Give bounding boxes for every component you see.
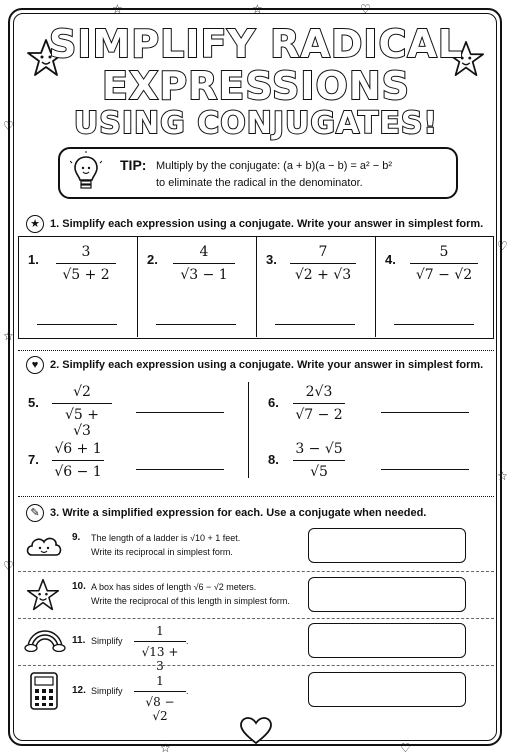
fraction-denominator: √6 − 1 bbox=[54, 464, 102, 480]
border-heart-icon: ♡ bbox=[497, 239, 508, 253]
problem-number: 11. bbox=[72, 635, 86, 646]
problem-number: 5. bbox=[28, 395, 39, 410]
fraction-denominator: √5 + √3 bbox=[64, 407, 99, 439]
answer-box[interactable] bbox=[308, 623, 466, 658]
fraction-numerator: 5 bbox=[439, 244, 449, 260]
tip-text-line2: to eliminate the radical in the denominator. bbox=[156, 177, 363, 189]
fraction-numerator: √2 bbox=[73, 384, 91, 400]
problem-fraction bbox=[52, 441, 104, 480]
section-divider bbox=[18, 350, 494, 351]
border-heart-icon: ♡ bbox=[3, 559, 14, 573]
section-divider bbox=[18, 496, 494, 497]
fraction-denominator: √13 + 3 bbox=[141, 645, 179, 673]
fraction-bar bbox=[173, 263, 235, 264]
problem-prefix: Simplify bbox=[91, 636, 123, 646]
border-star-icon: ☆ bbox=[3, 329, 14, 343]
fraction-denominator: √5 bbox=[310, 464, 328, 480]
fraction-denominator: √3 − 1 bbox=[180, 267, 228, 283]
fraction-numerator: 3 − √5 bbox=[295, 441, 343, 457]
border-star-icon: ☆ bbox=[112, 2, 123, 16]
row-separator bbox=[18, 571, 494, 572]
star-face-icon bbox=[26, 578, 60, 612]
page-title-line3: USING CONJUGATES! bbox=[73, 106, 439, 141]
problem-text-line1: A box has sides of length √6 − √2 meters. bbox=[91, 582, 257, 592]
fraction-numerator: 1 bbox=[156, 674, 164, 688]
answer-box[interactable] bbox=[308, 577, 466, 612]
fraction-numerator: 2√3 bbox=[305, 384, 333, 400]
problem-fraction bbox=[293, 441, 345, 480]
border-star-icon: ☆ bbox=[160, 741, 171, 755]
problem-number: 3. bbox=[266, 252, 277, 267]
fraction-denominator: √8 − √2 bbox=[145, 695, 175, 723]
problem-number: 9. bbox=[72, 532, 81, 543]
answer-box[interactable] bbox=[308, 528, 466, 563]
problem-text-line2: Write its reciprocal in simplest form. bbox=[91, 547, 233, 557]
problem-number: 4. bbox=[385, 252, 396, 267]
answer-line[interactable] bbox=[136, 469, 224, 470]
row-separator bbox=[18, 665, 494, 666]
tip-box bbox=[58, 147, 458, 199]
tip-label: TIP: bbox=[120, 157, 147, 173]
section1-heading: 1. Simplify each expression using a conjugate. Write your answer in simplest form. bbox=[50, 218, 484, 230]
problem-number: 12. bbox=[72, 685, 86, 696]
answer-line[interactable] bbox=[37, 324, 117, 325]
problem-suffix: . bbox=[186, 686, 189, 696]
answer-line[interactable] bbox=[156, 324, 236, 325]
problem-fraction bbox=[410, 244, 478, 283]
row-separator bbox=[18, 618, 494, 619]
problem-suffix: . bbox=[186, 636, 189, 646]
page-title-line1: SIMPLIFY RADICAL bbox=[48, 22, 464, 66]
problem-number: 6. bbox=[268, 395, 279, 410]
tip-text-line1: Multiply by the conjugate: (a + b)(a − b) = a² − b² bbox=[156, 160, 393, 172]
problem-number: 2. bbox=[147, 252, 158, 267]
answer-line[interactable] bbox=[275, 324, 355, 325]
border-heart-icon: ♡ bbox=[360, 2, 371, 16]
problem-number: 8. bbox=[268, 452, 279, 467]
fraction-denominator: √5 + 2 bbox=[62, 267, 110, 283]
rainbow-icon bbox=[24, 626, 66, 652]
fraction-bar bbox=[410, 263, 478, 264]
problem-fraction bbox=[56, 244, 116, 283]
fraction-denominator: √7 − 2 bbox=[295, 407, 343, 423]
cloud-icon bbox=[24, 533, 64, 559]
problem-fraction bbox=[173, 244, 235, 283]
border-star-icon: ☆ bbox=[252, 2, 263, 16]
fraction-denominator: √7 − √2 bbox=[415, 267, 473, 283]
pencil-icon: ✎ bbox=[26, 504, 44, 522]
column-divider bbox=[248, 382, 249, 478]
star-icon: ★ bbox=[26, 215, 44, 233]
answer-box[interactable] bbox=[308, 672, 466, 707]
fraction-numerator: 4 bbox=[199, 244, 209, 260]
problem-number: 7. bbox=[28, 452, 39, 467]
fraction-bar bbox=[52, 403, 112, 404]
calculator-icon bbox=[30, 672, 58, 710]
answer-line[interactable] bbox=[381, 412, 469, 413]
answer-line[interactable] bbox=[136, 412, 224, 413]
answer-line[interactable] bbox=[381, 469, 469, 470]
fraction-numerator: 1 bbox=[156, 624, 164, 638]
problem-text-line1: The length of a ladder is √10 + 1 feet. bbox=[91, 533, 241, 543]
border-heart-icon: ♡ bbox=[400, 741, 411, 755]
heart-icon bbox=[240, 717, 272, 745]
section2-heading: 2. Simplify each expression using a conjugate. Write your answer in simplest form. bbox=[50, 359, 484, 371]
problem-fraction bbox=[293, 384, 345, 423]
border-star-icon: ☆ bbox=[497, 469, 508, 483]
fraction-bar bbox=[134, 641, 186, 642]
problem-text-line2: Write the reciprocal of this length in simplest form. bbox=[91, 596, 290, 606]
answer-line[interactable] bbox=[394, 324, 474, 325]
page-title-line2: EXPRESSIONS bbox=[102, 64, 410, 108]
fraction-bar bbox=[134, 691, 186, 692]
problem-prefix: Simplify bbox=[91, 686, 123, 696]
border-heart-icon: ♡ bbox=[3, 119, 14, 133]
fraction-numerator: √6 + 1 bbox=[54, 441, 102, 457]
problem-fraction bbox=[134, 674, 186, 723]
problem-fraction bbox=[52, 384, 112, 439]
problem-fraction bbox=[290, 244, 356, 283]
fraction-bar bbox=[293, 403, 345, 404]
fraction-bar bbox=[293, 460, 345, 461]
heart-icon: ♥ bbox=[26, 356, 44, 374]
lightbulb-icon bbox=[70, 151, 102, 195]
fraction-bar bbox=[56, 263, 116, 264]
problem-number: 10. bbox=[72, 581, 86, 592]
problem-number: 1. bbox=[28, 252, 39, 267]
fraction-bar bbox=[290, 263, 356, 264]
section3-heading: 3. Write a simplified expression for each. Use a conjugate when needed. bbox=[50, 507, 427, 519]
fraction-numerator: 3 bbox=[81, 244, 91, 260]
fraction-denominator: √2 + √3 bbox=[294, 267, 352, 283]
fraction-numerator: 7 bbox=[318, 244, 328, 260]
fraction-bar bbox=[52, 460, 104, 461]
